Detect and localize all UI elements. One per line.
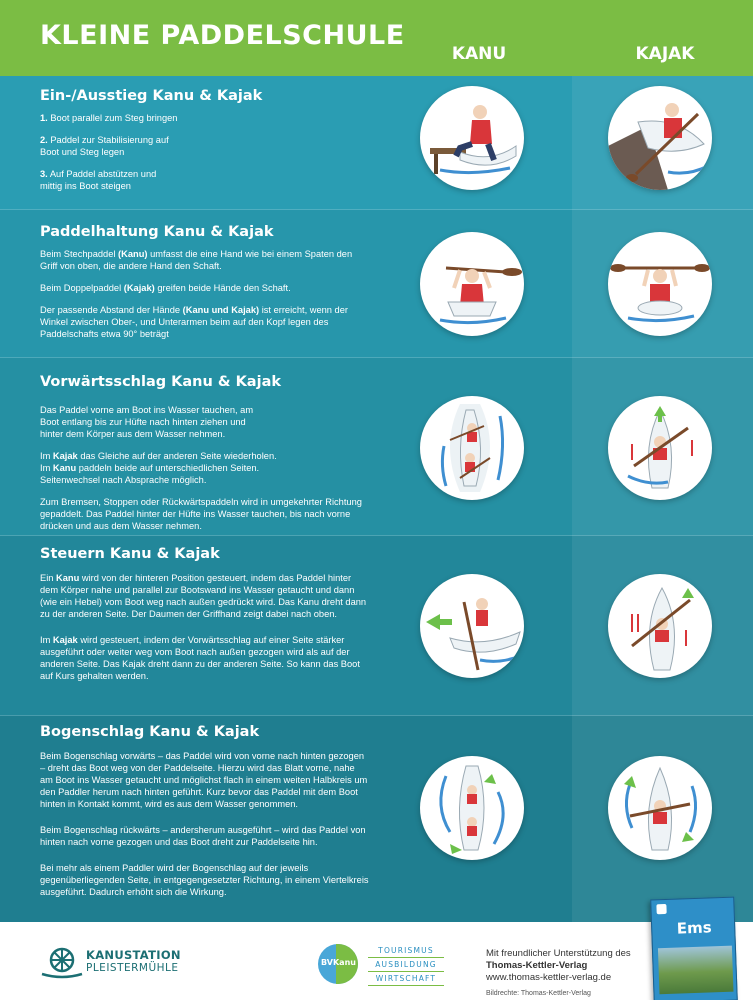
section-steering [0, 536, 753, 716]
publisher-name: Thomas-Kettler-Verlag [486, 960, 588, 971]
credit-intro: Mit freundlicher Unterstützung des [486, 948, 631, 959]
column-heading-kanu: KANU [451, 44, 507, 64]
paragraph: Im Kajak das Gleiche auf der anderen Seite wiederholen. [40, 451, 277, 461]
section-title: Steuern Kanu & Kajak [40, 546, 220, 562]
paragraph: Beim Stechpaddel (Kanu) umfasst die eine Hand wie bei einem Spaten den Griff von oben, die andere Hand den Schaft. [40, 249, 353, 271]
canoe-sweep-stroke-illustration-icon [420, 756, 524, 860]
footer [0, 922, 753, 1000]
section-title: Vorwärtsschlag Kanu & Kajak [40, 374, 281, 390]
paddle-wheel-icon [40, 946, 84, 980]
kanustation-logo [40, 946, 200, 980]
paragraph: Das Paddel vorne am Boot ins Wasser tauchen, am Boot entlang bis zur Hüfte nach hinten ziehen und hinter dem Körper aus dem Wasser nehmen. [40, 405, 254, 439]
paragraph: 2. Paddel zur Stabilisierung auf Boot und Steg legen [40, 135, 169, 157]
paragraph: Der passende Abstand der Hände (Kanu und Kajak) ist erreicht, wenn der Winkel zwischen Ober-, und Unterarmen beim auf den Kopf legen des Paddelschafts etwa 90° beträgt [40, 305, 348, 339]
paragraph: Beim Doppelpaddel (Kajak) greifen beide Hände den Schaft. [40, 283, 291, 293]
ems-guidebook-cover [650, 897, 738, 1000]
page-title: KLEINE PADDELSCHULE [40, 20, 405, 51]
paragraph: Zum Bremsen, Stoppen oder Rückwärtspaddeln wird in umgekehrter Richtung gepaddelt. Das Paddel hinter der Hüfte ins Wasser tauchen, bis nach vorne drücken und aus dem Wasser nehmen. [40, 497, 362, 531]
paragraph: Beim Bogenschlag rückwärts – andersherum ausgeführt – wird das Paddel von hinten nach vorne gezogen und das Boot dreht zur Paddelseite hin. [40, 825, 366, 847]
section-body [40, 750, 370, 908]
section-body [40, 404, 370, 542]
section-title: Paddelhaltung Kanu & Kajak [40, 224, 274, 240]
paragraph: Im Kajak wird gesteuert, indem der Vorwärtsschlag auf einer Seite stärker ausgeführt oder weiter weg vom Boot nach außen gezogen wird als auf der anderen Seite. Das Kajak dreht dann zu der anderen Seite. So kann das Boot auf Kurs gehalten werden. [40, 635, 360, 681]
paragraph: Beim Bogenschlag vorwärts – das Paddel wird von vorne nach hinten gezogen – dreht das Boot weg von der Paddelseite. Hierzu wird das Blatt vorne, nahe am Boot ins Wasser getaucht und möglichst flach in einem weiten Halbkreis um den Paddler herum nach hinten geführt. Kurz bevor das Paddel mit dem Boot hinten in Kontakt kommt, wird es aus dem Wasser genommen. [40, 751, 368, 809]
paragraph: Ein Kanu wird von der hinteren Position gesteuert, indem das Paddel hinter dem Körper nahe und parallel zur Bootswand ins Wasser getaucht und dann (wie ein Hebel) vom Boot weg nach außen gedrückt wird. Das Kanu dreht dann zu der anderen Seite. Der Daumen der Griffhand zeigt dabei nach oben. [40, 573, 367, 619]
image-credit: Bildrechte: Thomas-Kettler-Verlag [486, 990, 591, 997]
section-forward-stroke [0, 358, 753, 536]
logo-line-2: PLEISTERMÜHLE [86, 962, 179, 974]
section-entry [0, 76, 753, 210]
paragraph: Bei mehr als einem Paddler wird der Bogenschlag auf der jeweils gegenüberliegenden Seite, in entgegengesetzter Richtung, in einem Viertelkreis ausgeführt. Dadurch erhöht sich die Wirkung. [40, 863, 369, 897]
section-title: Ein-/Ausstieg Kanu & Kajak [40, 88, 263, 104]
sponsor-credit [486, 948, 631, 1000]
book-cover-photo [658, 946, 734, 995]
section-body [40, 248, 370, 350]
paragraph: 1. Boot parallel zum Steg bringen [40, 113, 178, 123]
bvkanu-logo [318, 942, 458, 986]
bvkanu-taglines: TOURISMUS AUSBILDUNG WIRTSCHAFT [368, 944, 444, 986]
section-body [40, 112, 370, 202]
kayak-entry-illustration-icon [608, 86, 712, 190]
canoe-entry-illustration-icon [420, 86, 524, 190]
canoe-paddle-grip-illustration-icon [420, 232, 524, 336]
canoe-steering-illustration-icon [420, 574, 524, 678]
kayak-paddle-grip-illustration-icon [608, 232, 712, 336]
column-heading-kajak: KAJAK [635, 44, 695, 64]
paragraph: 3. Auf Paddel abstützen und mittig ins Boot steigen [40, 169, 157, 191]
bvkanu-circle-icon: BVKanu [318, 944, 358, 984]
section-body [40, 572, 370, 692]
paragraph: Im Kanu paddeln beide auf unterschiedlichen Seiten. Seitenwechsel nach Absprache möglich. [40, 463, 260, 485]
logo-line-1: KANUSTATION [86, 948, 181, 962]
kayak-steering-illustration-icon [608, 574, 712, 678]
publisher-website[interactable]: www.thomas-kettler-verlag.de [486, 972, 612, 983]
book-title: Ems [676, 918, 712, 938]
section-title: Bogenschlag Kanu & Kajak [40, 724, 260, 740]
header-bar [0, 0, 753, 76]
canoe-forward-stroke-illustration-icon [420, 396, 524, 500]
kayak-sweep-stroke-illustration-icon [608, 756, 712, 860]
kayak-forward-stroke-illustration-icon [608, 396, 712, 500]
section-sweep-stroke [0, 716, 753, 922]
section-paddle-grip [0, 210, 753, 358]
